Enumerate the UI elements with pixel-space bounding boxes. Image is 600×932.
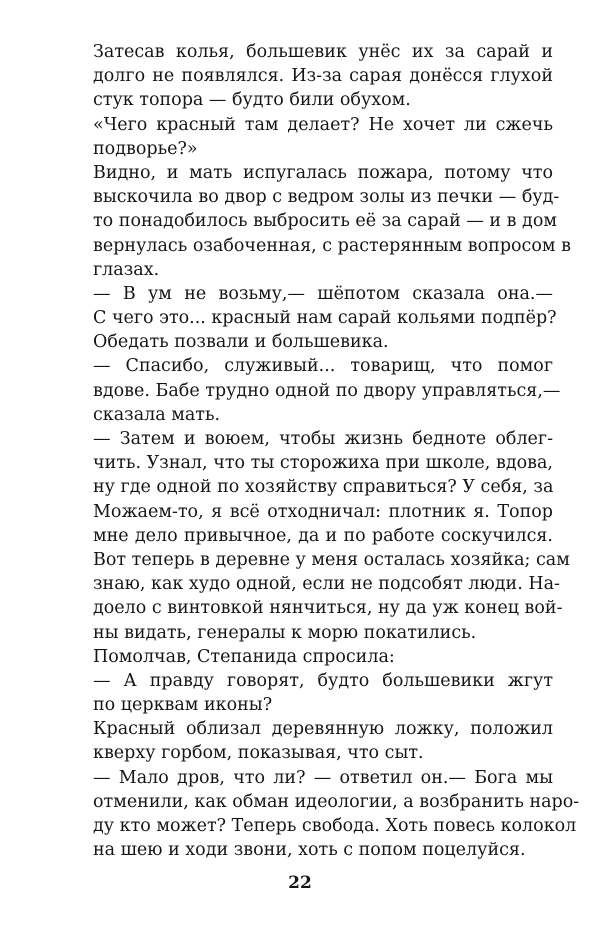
text-line: — В ум не возьму,— шёпотом сказала она.— [93, 283, 553, 304]
text-line: отменили, как обман идеологии, а возбранить наро- [93, 791, 580, 812]
text-line: мне дело привычное, да и по работе соскучился. [93, 525, 553, 546]
text-line: на шею и ходи звони, хоть с попом поцелуйся. [93, 840, 526, 861]
text-line: вдове. Бабе трудно одной по двору управляться,— [93, 380, 561, 401]
text-line: ну где одной по хозяйству справиться? У себя, за [93, 477, 554, 498]
text-line: стук топора — будто били обухом. [93, 90, 411, 111]
text-line: то понадобилось выбросить её за сарай — и в дом [93, 211, 557, 232]
text-line: кверху горбом, показывая, что сыт. [93, 743, 424, 764]
text-line: Затесав колья, большевик унёс их за сарай и [93, 42, 553, 62]
text-line: Вот теперь в деревне у меня осталась хозяйка; сам [93, 549, 570, 570]
text-line: Видно, и мать испугалась пожара, потому что [93, 162, 553, 183]
text-line: «Чего красный там делает? Не хочет ли сжечь [93, 114, 553, 135]
page-body [93, 40, 580, 862]
text-line: — Мало дров, что ли? — ответил он.— Бога мы [93, 767, 553, 788]
text-line: чить. Узнал, что ты сторожиха при школе, вдова, [93, 453, 553, 474]
text-line: — А правду говорят, будто большевики жгут [93, 670, 553, 691]
text-line: сказала мать. [93, 404, 221, 425]
text-line: по церквам иконы? [93, 695, 273, 716]
text-line: долго не появлялся. Из-за сарая донёсся глухой [93, 66, 553, 87]
text-line: ны видать, генералы к морю покатились. [93, 622, 477, 643]
text-line: Красный облизал деревянную ложку, положил [93, 719, 553, 740]
text-line: вернулась озабоченная, с растерянным вопросом в [93, 235, 571, 256]
text-line: Помолчав, Степанида спросила: [93, 646, 395, 667]
text-line: подворье?» [93, 138, 198, 159]
text-line: Можаем-то, я всё отходничал: плотник я. Топор [93, 501, 553, 522]
text-line: глазах. [93, 259, 160, 280]
text-line: ду кто может? Теперь свобода. Хоть повесь колокол [93, 816, 577, 836]
text-line: С чего это... красный нам сарай кольями подпёр? [93, 308, 557, 329]
text-line: доело с винтовкой нянчиться, ну да уж конец вой- [93, 598, 563, 619]
page-number: 22 [288, 873, 312, 893]
text-line: — Затем и воюем, чтобы жизнь бедноте облег- [93, 429, 553, 449]
text-line: выскочила во двор с ведром золы из печки — буд- [93, 187, 560, 208]
text-line: Обедать позвали и большевика. [93, 332, 389, 353]
text-line: — Спасибо, служивый... товарищ, что помог [93, 356, 553, 377]
text-line: знаю, как худо одной, если не подсобят люди. На- [93, 574, 560, 595]
